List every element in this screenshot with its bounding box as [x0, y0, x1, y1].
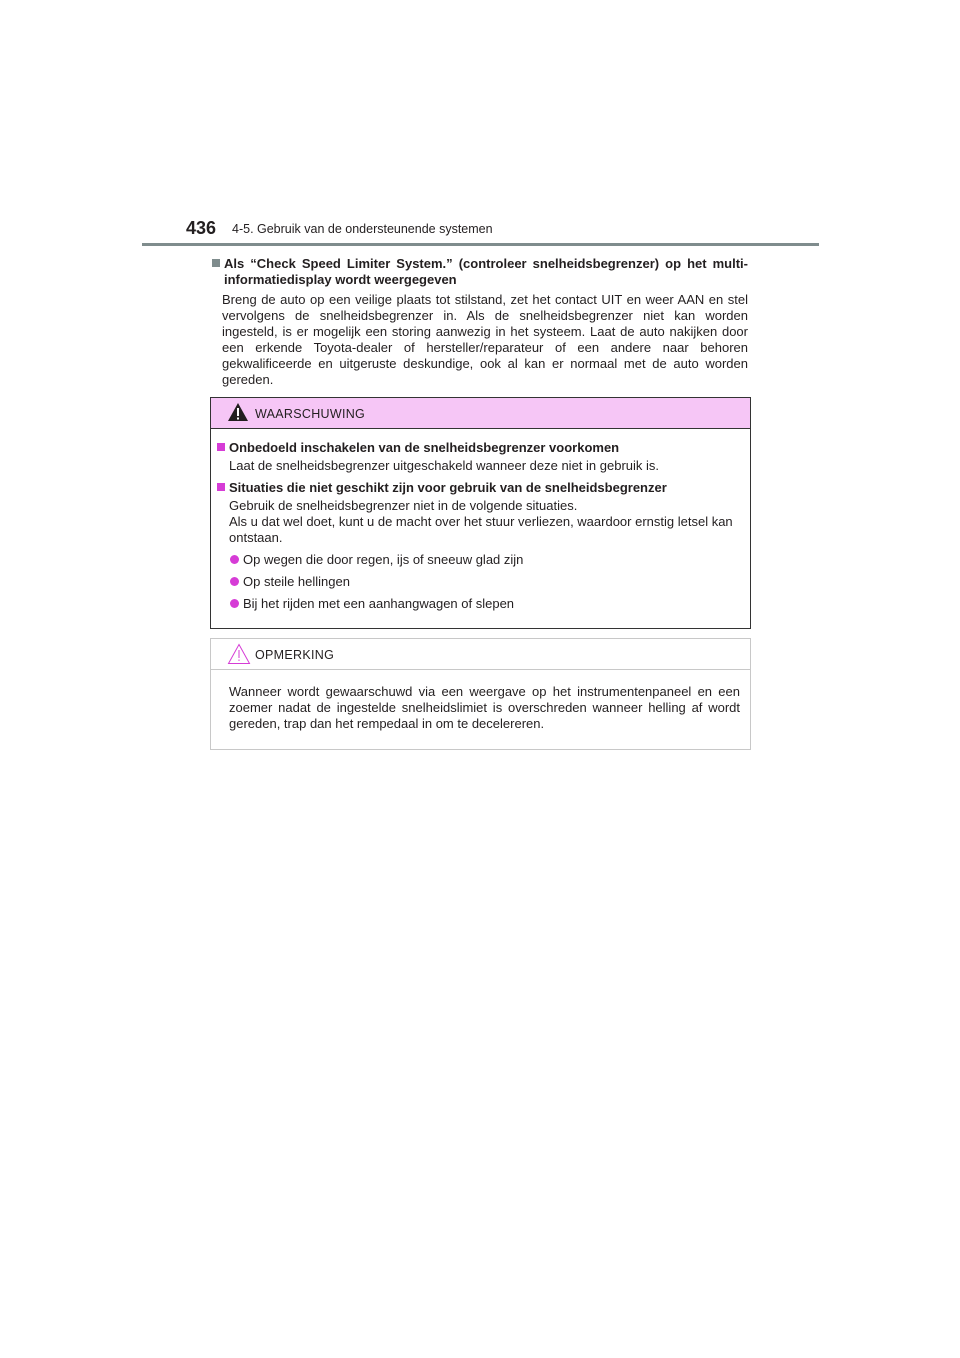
- warning-title: WAARSCHUWING: [255, 407, 366, 421]
- section-title: 4-5. Gebruik van de ondersteunende systemen: [232, 222, 493, 236]
- header-rule: [142, 243, 819, 246]
- main-heading-text: Als “Check Speed Limiter System.” (controleer snelheidsbegrenzer) op het multi-informatiedisplay wordt weergegeven: [224, 256, 748, 287]
- main-section: [212, 256, 748, 388]
- square-bullet-icon: [217, 443, 225, 451]
- notice-header: [211, 639, 750, 670]
- list-item-text: Bij het rijden met een aanhangwagen of slepen: [243, 596, 515, 611]
- warning-header: [211, 398, 750, 429]
- warning-item-text: Laat de snelheidsbegrenzer uitgeschakeld wanneer deze niet in gebruik is.: [229, 458, 660, 473]
- notice-title: OPMERKING: [255, 648, 335, 662]
- warning-box: [210, 397, 751, 629]
- list-item: [217, 552, 742, 568]
- warning-item-text: Gebruik de snelheidsbegrenzer niet in de volgende situaties.: [229, 498, 578, 513]
- main-body: Breng de auto op een veilige plaats tot stilstand, zet het contact UIT en weer AAN en stel vervolgens de snelheidsbegrenzer in. Als de snelheidsbegrenzer niet kan worden ingesteld, is er mogelijk een storing aanwezig in het systeem. Laat de auto nakijken door een erkende Toyota-dealer of hersteller/reparateur of een andere naar behoren gekwalificeerde en uitgeruste deskundige, ook al kan er normaal met de auto worden gereden.: [222, 292, 748, 387]
- warning-item-heading: [217, 480, 742, 496]
- warning-item-text: Als u dat wel doet, kunt u de macht over het stuur verliezen, waardoor ernstig letsel kan ontstaan.: [229, 514, 733, 545]
- notice-box: [210, 638, 751, 750]
- list-item-text: Op wegen die door regen, ijs of sneeuw glad zijn: [243, 552, 524, 567]
- list-item: [217, 596, 742, 612]
- circle-bullet-icon: [230, 599, 239, 608]
- list-item-text: Op steile hellingen: [243, 574, 350, 589]
- warning-item: [217, 480, 742, 612]
- notice-text: Wanneer wordt gewaarschuwd via een weergave op het instrumentenpaneel en een zoemer nadat de ingestelde snelheidslimiet is overschreden wanneer helling af wordt gereden, trap dan het rempedaal in om te decelereren.: [229, 684, 740, 731]
- warning-triangle-icon: [227, 402, 249, 422]
- warning-item-heading-text: Situaties die niet geschikt zijn voor gebruik van de snelheidsbegrenzer: [229, 480, 667, 495]
- list-item: [217, 574, 742, 590]
- caution-triangle-icon: [227, 643, 251, 665]
- square-bullet-icon: [217, 483, 225, 491]
- warning-item-heading: [217, 440, 742, 456]
- main-heading: [212, 256, 748, 288]
- warning-item: [217, 440, 742, 474]
- circle-bullet-icon: [230, 577, 239, 586]
- circle-bullet-icon: [230, 555, 239, 564]
- page-number: 436: [186, 218, 217, 238]
- warning-item-heading-text: Onbedoeld inschakelen van de snelheidsbegrenzer voorkomen: [229, 440, 620, 455]
- square-bullet-icon: [212, 259, 220, 267]
